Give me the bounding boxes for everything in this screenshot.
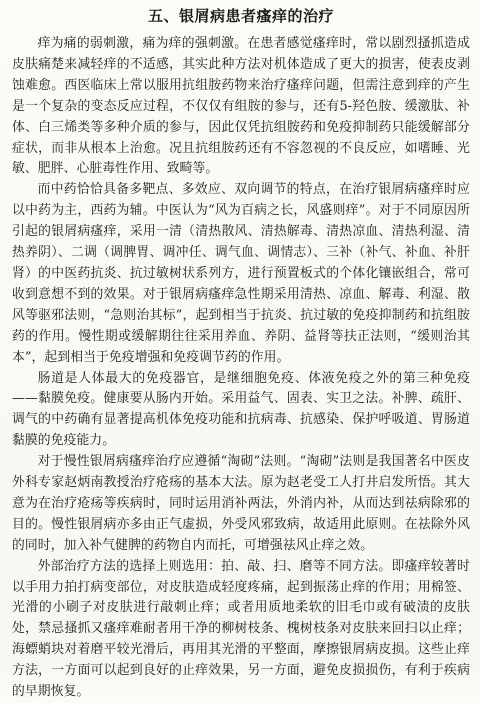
paragraph-2: 而中药恰恰具备多靶点、多效应、双向调节的特点，在治疗银屑病瘙痒时应以中药为主，西药为辅。中医认为“风为百病之长，风盛则痒”。对于不同原因所引起的银屑病瘙痒，采用一清（清热散风、清热解毒、清热凉血、清热利湿、清热养阴）、二调（调脾胃、调冲任、调气血、调情志）、三补（补气、补血、补肝肾）的中医药抗炎、抗过敏树状系列方，进行预置板式的个体化镶嵌组合，常可收到意想不到的效果。对于银屑病瘙痒急性期采用清热、凉血、解毒、利湿、散风等驱邪法则，“急则治其标”，起到相当于抗炎、抗过敏的免疫抑制药和抗组胺药的作用。慢性期或缓解期往往采用养血、养阴、益肾等扶正法则，“缓则治其本”，起到相当于免疫增强和免疫调节药的作用。 bbox=[12, 182, 470, 365]
paragraph-4: 对于慢性银屑病瘙痒治疗应遵循“淘砌”法则。“淘砌”法则是我国著名中医皮外科专家赵炳南教授治疗疮疡的基本大法。原为赵老受工人打井启发所悟。其大意为在治疗疮疡等疾病时，同时运用消补两法，外消内补，从而达到祛病除邪的目的。慢性银屑病亦多由正气虚损，外受风邪致病，故适用此原则。在祛除外风的同时，加入补气健脾的药物自内而托，可增强祛风止痒之效。 bbox=[12, 454, 470, 553]
paragraph-1: 痒为痛的弱刺激，痛为痒的强刺激。在患者感觉瘙痒时，常以剧烈搔抓造成皮肤痛楚来减轻痒的不适感，其实此种方法对机体造成了更大的损害，使表皮剥蚀难愈。西医临床上常以服用抗组胺药物来治疗瘙痒问题，但需注意到痒的产生是一个复杂的变态反应过程，不仅仅有组胺的参与，还有5-羟色胺、缓激肽、补体、白三烯类等多种介质的参与，因此仅凭抗组胺药和免疫抑制药只能缓解部分症状，而非从根本上治愈。况且抗组胺药还有不容忽视的不良反应，如嗜睡、光敏、肥胖、心脏毒性作用、致畸等。 bbox=[12, 36, 470, 177]
section-title: 五、银屑病患者瘙痒的治疗 bbox=[147, 7, 334, 25]
paragraph-5: 外部治疗方法的选择上则选用：拍、敲、扫、磨等不同方法。即瘙痒较著时以手用力拍打病变部位，对皮肤造成轻度疼痛，起到振荡止痒的作用；用棉签、光滑的小刷子对皮肤进行敲刺止痒；或者用质地柔软的旧毛巾或有破渍的皮肤处，禁忌搔抓又瘙痒难耐者用干净的柳树枝条、槐树枝条对皮肤来回扫以止痒；海螵蛸块对着磨平较光滑后，再用其光滑的平整面，摩擦银屑病皮损。这些止痒方法，一方面可以起到良好的止痒效果，另一方面，避免皮损损伤，有利于疾病的早期恢复。 bbox=[12, 558, 470, 700]
paragraph-3: 肠道是人体最大的免疫器官，是继细胞免疫、体液免疫之外的第三种免疫——黏膜免疫。健康要从肠内开始。采用益气、固表、实卫之法。补脾、疏肝、调气的中药确有显著提高机体免疫功能和抗病毒、抗感染、保护呼吸道、胃肠道黏膜的免疫能力。 bbox=[12, 370, 470, 449]
